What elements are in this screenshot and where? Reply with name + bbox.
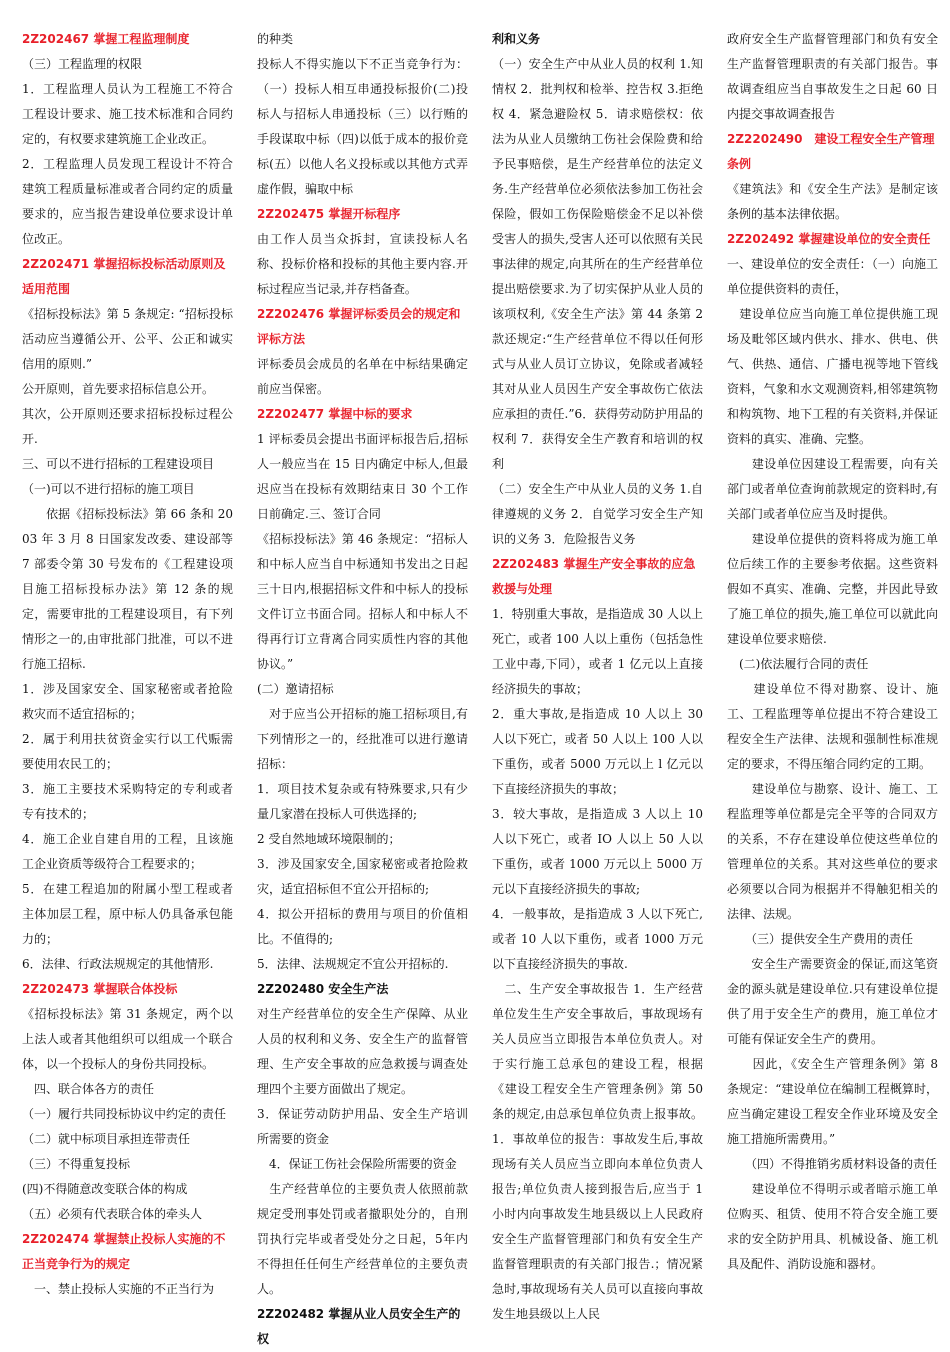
paragraph: （三）提供安全生产费用的责任 [727,932,914,946]
section-heading: 2Z202471 掌握招标投标活动原则及适用范围 [22,257,226,296]
paragraph: 3．涉及国家安全,国家秘密或者抢险救灾，适宜招标但不宜公开招标的; [257,857,468,896]
paragraph: （一)可以不进行招标的施工项目 [22,482,195,496]
paragraph: 5．在建工程追加的附属小型工程或者主体加层工程，原中标人仍具备承包能力的； [22,882,233,946]
paragraph: (二）邀请招标 [257,682,334,696]
paragraph: （五）必须有代表联合体的牵头人 [22,1207,203,1221]
paragraph: 2．属于利用扶贫资金实行以工代赈需要使用农民工的； [22,732,233,771]
paragraph: 《招标投标法》第 31 条规定，两个以上法人或者其他组织可以组成一个联合体，以一个投标人的身份共同投标。 [22,1007,233,1071]
paragraph: 3．较大事故，是指造成 3 人以上 10 人以下死亡，或者 IO 人以上 50 人以下重伤，或者 1000 万元以上 5000 万元以下直接经济损失的事故; [492,807,703,896]
paragraph: 建设单位因建设工程需要，向有关部门或者单位查询前款规定的资料时,有关部门或者单位应当及时提供。 [727,457,938,521]
paragraph: 建设单位不得明示或者暗示施工单位购买、租赁、使用不符合安全施工要求的安全防护用具、机械设备、施工机具及配件、消防设施和器材。 [727,1182,938,1271]
text-column-2 [257,27,468,1346]
section-heading: 2Z202474 掌握禁止投标人实施的不正当竞争行为的规定 [22,1232,226,1271]
paragraph: 1 评标委员会提出书面评标报告后,招标人一般应当在 15 日内确定中标人,但最迟应当在投标有效期结束日 30 个工作日前确定.三、签订合同 [257,432,468,521]
paragraph: 评标委员会成员的名单在中标结果确定前应当保密。 [257,357,468,396]
paragraph: (四)不得随意改变联合体的构成 [22,1182,188,1196]
section-heading: 2Z202473 掌握联合体投标 [22,982,178,996]
paragraph: （三）工程监理的权限 [22,57,143,71]
paragraph: (二)依法履行合同的责任 [727,657,869,671]
paragraph: 4．拟公开招标的费用与项目的价值相比。不值得的; [257,907,468,946]
paragraph: 政府安全生产监督管理部门和负有安全生产监督管理职责的有关部门报告。事故调查组应当自事故发生之日起 60 日内提交事故调查报告 [727,32,938,121]
paragraph: 一、建设单位的安全责任：（一）向施工单位提供资料的责任， [727,257,938,296]
section-heading: 2Z202483 掌握生产安全事故的应急救援与处理 [492,557,696,596]
paragraph: 建设单位应当向施工单位提供施工现场及毗邻区域内供水、排水、供电、供气、供热、通信、广播电视等地下管线资料，气象和水文观测资料,相邻建筑物和构筑物、地下工程的有关资料,并保证资料的真实、准确、完整。 [727,307,938,446]
text-column-4 [727,27,938,1337]
paragraph: 生产经营单位的主要负责人依照前款规定受刑事处罚或者撤职处分的，自刑罚执行完毕或者受处分之日起，5年内不得担任任何生产经营单位的主要负责人。 [257,1182,468,1296]
paragraph: 的种类 [257,32,294,46]
section-heading: 2Z202476 掌握评标委员会的规定和评标方法 [257,307,461,346]
paragraph: 对生产经营单位的安全生产保障、从业人员的权利和义务、安全生产的监督管理、生产安全事故的应急救援与调查处理四个主要方面做出了规定。 [257,1007,468,1096]
paragraph: 三、可以不进行招标的工程建设项目 [22,457,215,471]
paragraph: 建设单位与勘察、设计、施工、工程监理等单位都是完全平等的合同双方的关系，不存在建设单位使这些单位的管理单位的关系。其对这些单位的要求必须要以合同为根据并不得触犯相关的法律、法规。 [727,782,938,921]
paragraph: 建设单位不得对勘察、设计、施工、工程监理等单位提出不符合建设工程安全生产法律、法规和强制性标准规定的要求，不得压缩合同约定的工期。 [727,682,938,771]
paragraph: 4．施工企业自建自用的工程，且该施工企业资质等级符合工程要求的； [22,832,233,871]
paragraph: 2．重大事故,是指造成 10 人以上 30 人以下死亡，或者 50 人以上 100 人以下重伤，或者 5000 万元以上 l 亿元以下直接经济损失的事故； [492,707,703,796]
paragraph: 5．法律、法规规定不宜公开招标的. [257,957,449,971]
paragraph: 4．保证工伤社会保险所需要的资金 [257,1157,457,1171]
paragraph: （一）履行共同投标协议中约定的责任 [22,1107,227,1121]
paragraph: 《招标投标法》第 5 条规定: “招标投标活动应当遵循公开、公平、公正和诚实信用的原则.” [22,307,233,371]
section-heading: 2Z202477 掌握中标的要求 [257,407,413,421]
paragraph: 投标人不得实施以下不正当竞争行为：（一）投标人相互串通投标报价(二)投标人与招标人串通投标（三）以行贿的手段谋取中标（四)以低于成本的报价竞标(五）以他人名义投标或以其他方式弄虚作假，骗取中标 [257,57,468,196]
paragraph: 2 受自然地域环境限制的； [257,832,401,846]
paragraph: 1．项目技术复杂或有特殊要求,只有少量几家潜在投标人可供选择的; [257,782,468,821]
section-heading-black: 利和义务 [492,32,541,46]
paragraph: （一）安全生产中从业人员的权利 1.知情权 2．批判权和检举、控告权 3.拒绝权 4．紧急避险权 5．请求赔偿权：依法为从业人员缴纳工伤社会保险费和给予民事赔偿，是生产经营单位的法定义务.生产经营单位必须依法参加工伤社会保险，假如工伤保险赔偿金不足以补偿受害人的损失,受害人还可以依照有关民事法律的规定,向其所在的生产经营单位提出赔偿要求.为了切实保护从业人员的该项权利,《安全生产法》第 44 条第 2 款还规定:“生产经营单位不得以任何形式与从业人员订立协议，免除或者减轻其对从业人员因生产安全事故伤亡依法应承担的责任.”6．获得劳动防护用品的权利 7．获得安全生产教育和培训的权利 [492,57,703,471]
paragraph: 其次，公开原则还要求招标投标过程公开. [22,407,233,446]
paragraph: 2．工程监理人员发现工程设计不符合建筑工程质量标准或者合同约定的质量要求的，应当报告建设单位要求设计单位改正。 [22,157,233,246]
paragraph: 3．保证劳动防护用品、安全生产培训所需要的资金 [257,1107,468,1146]
paragraph: 依据《招标投标法》第 66 条和 2003 年 3 月 8 日国家发改委、建设部等 7 部委令第 30 号发布的《工程建设项目施工招标投标办法》第 12 条的规定，需要审批的工程建设项目，有下列情形之一的,由审批部门批准，可以不进行施工招标. [22,507,233,671]
section-heading: 2Z202467 掌握工程监理制度 [22,32,190,46]
paragraph: 4．一般事故，是指造成 3 人以下死亡,或者 10 人以下重伤，或者 1000 万元以下直接经济损失的事故. [492,907,703,971]
paragraph: 因此，《安全生产管理条例》第 8 条规定：“建设单位在编制工程概算时，应当确定建设工程安全作业环境及安全施工措施所需费用。” [727,1057,938,1146]
paragraph: 公开原则，首先要求招标信息公开。 [22,382,215,396]
paragraph: 6．法律、行政法规规定的其他情形. [22,957,214,971]
paragraph: （三）不得重复投标 [22,1157,131,1171]
paragraph: （二）就中标项目承担连带责任 [22,1132,191,1146]
paragraph: （四）不得推销劣质材料设备的责任 [727,1157,938,1171]
text-column-3 [492,27,703,1337]
paragraph: 《招标投标法》第 46 条规定：“招标人和中标人应当自中标通知书发出之日起三十日内,根据招标文件和中标人的投标文件订立书面合同。招标人和中标人不得再行订立背离合同实质性内容的其他协议。” [257,532,468,671]
paragraph: 1．涉及国家安全、国家秘密或者抢险救灾而不适宜招标的； [22,682,233,721]
section-heading: 2Z202492 掌握建设单位的安全责任 [727,232,931,246]
paragraph: 四、联合体各方的责任 [22,1082,155,1096]
section-heading-black: 2Z202480 安全生产法 [257,982,389,996]
paragraph: 《建筑法》和《安全生产法》是制定该条例的基本法律依据。 [727,182,938,221]
paragraph: 3．施工主要技术采购特定的专利或者专有技术的； [22,782,233,821]
paragraph: 1．工程监理人员认为工程施工不符合工程设计要求、施工技术标准和合同约定的，有权要求建筑施工企业改正。 [22,82,233,146]
paragraph: 安全生产需要资金的保证,而这笔资金的源头就是建设单位.只有建设单位提供了用于安全生产的费用，施工单位才可能有保证安全生产的费用。 [727,957,938,1046]
section-heading: 2Z2202490 建设工程安全生产管理条例 [727,132,935,171]
paragraph: 二、生产安全事故报告 1．生产经营单位发生生产安全事故后，事故现场有关人员应当立即报告本单位负责人。对于实行施工总承包的建设工程，根据《建设工程安全生产管理条例》第 50 条的规定,由总承包单位负责上报事故。1．事故单位的报告：事故发生后,事故现场有关人员应当立即向本单位负责人报告;单位负责人接到报告后,应当于 1 小时内向事故发生地县级以上人民政府安全生产监督管理部门和负有安全生产监督管理职责的有关部门报告.；情况紧急时,事故现场有关人员可以直接向事故发生地县级以上人民 [492,982,703,1321]
paragraph: 建设单位提供的资料将成为施工单位后续工作的主要参考依据。这些资料假如不真实、准确、完整，并因此导致了施工单位的损失,施工单位可以就此向建设单位要求赔偿. [727,532,938,646]
section-heading-black: 2Z202482 掌握从业人员安全生产的权 [257,1307,461,1346]
paragraph: 1．特别重大事故，是指造成 30 人以上死亡，或者 100 人以上重伤（包括急性工业中毒,下同），或者 1 亿元以上直接经济损失的事故； [492,607,703,696]
paragraph: 一、禁止投标人实施的不正当行为 [22,1282,215,1296]
paragraph: 由工作人员当众拆封，宣读投标人名称、投标价格和投标的其他主要内容.开标过程应当记录,并存档备查。 [257,232,468,296]
text-column-1 [22,27,233,1337]
section-heading: 2Z202475 掌握开标程序 [257,207,401,221]
paragraph: 对于应当公开招标的施工招标项目,有下列情形之一的，经批准可以进行邀请招标： [257,707,468,771]
paragraph: （二）安全生产中从业人员的义务 1.自律遵规的义务 2．自觉学习安全生产知识的义务 3．危险报告义务 [492,482,703,546]
